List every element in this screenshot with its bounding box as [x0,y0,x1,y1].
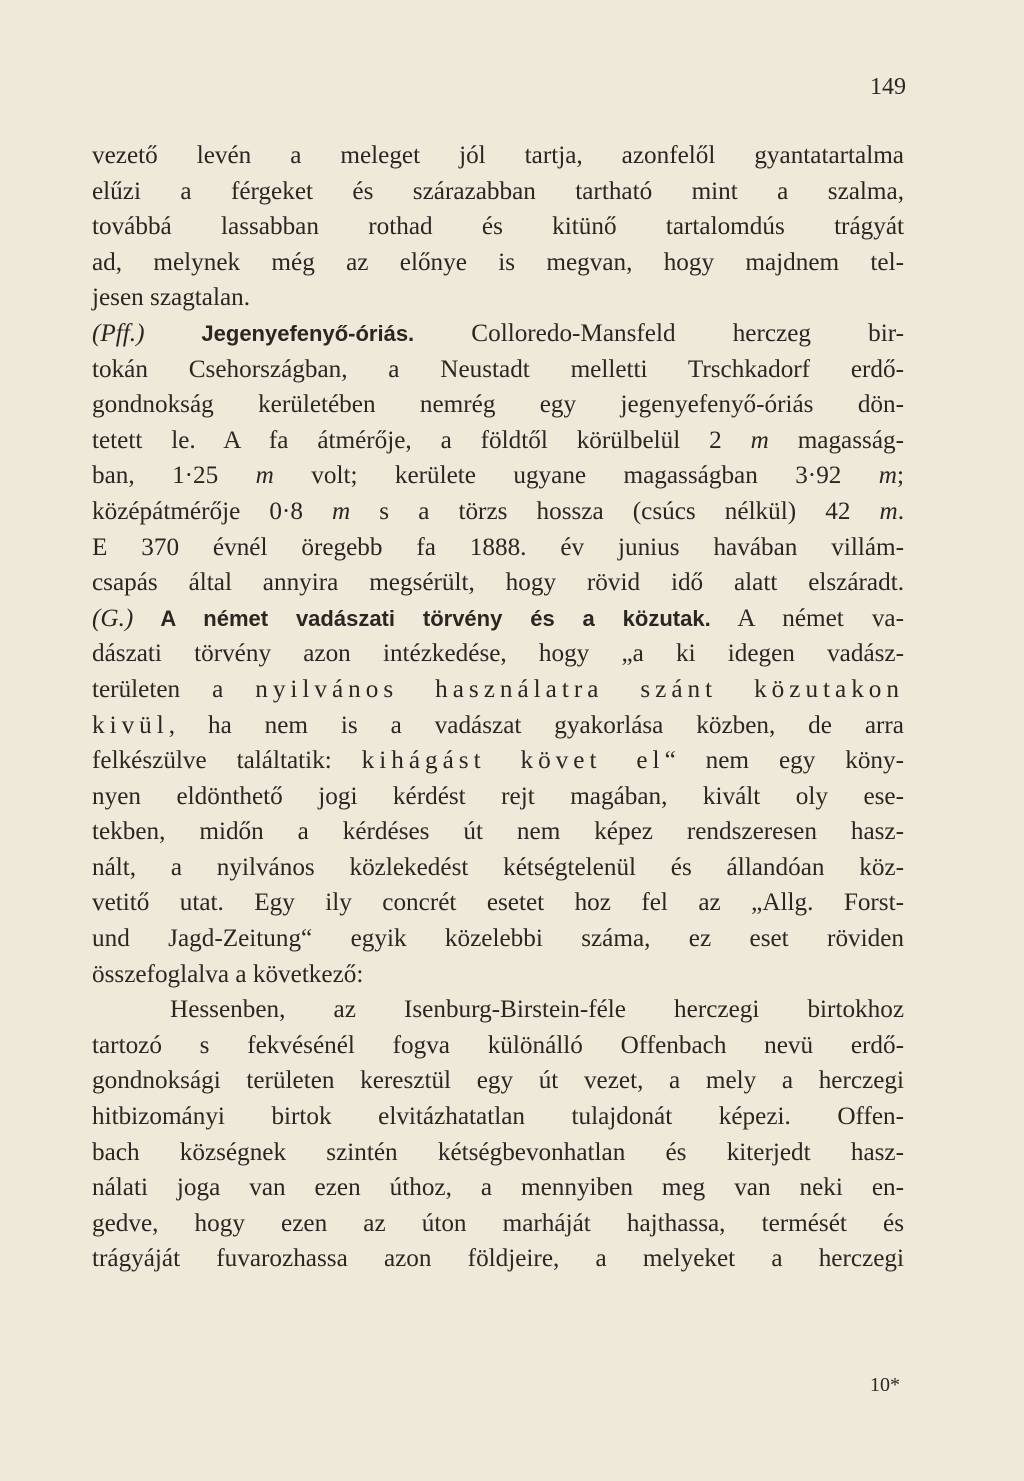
text-line: ad, melynek még az előnye is megvan, hogy majdnem tel- [92,248,904,276]
spaced-emphasis: nyilvános használatra szánt közutakon [255,675,904,703]
text-line: csapás által annyira megsérült, hogy rövid idő alatt elszáradt. [92,569,904,597]
text-line: gondnoksági területen keresztül egy út vezet, a mely a herczegi [92,1067,904,1095]
text-line: vetitő utat. Egy ily concrét esetet hoz fel az „Allg. Forst- [92,889,904,917]
text-line: und Jagd-Zeitung“ egyik közelebbi száma, ez eset röviden [92,925,904,953]
text-line: összefoglalva a következő: [92,960,364,988]
page-number: 149 [870,74,906,100]
section-heading: Jegenyefenyő-óriás. [144,320,415,346]
text-line: területen a nyilvános használatra szánt közutakon [92,675,904,703]
text-line: nyen eldönthető jogi kérdést rejt magában, kivált oly ese- [92,782,904,810]
text-line: felkészülve találtatik: kihágást követ el“ nem egy köny- [92,747,904,775]
text-line: vezető levén a meleget jól tartja, azonfelől gyantatartalma [92,142,904,169]
spaced-emphasis: kihágást követ el [361,747,665,775]
text-line: bach községnek szintén kétségbevonhatlan és kiterjedt hasz- [92,1138,904,1166]
text-line: nált, a nyilvános közlekedést kétségtelenül és állandóan köz- [92,853,904,881]
text-line: gedve, hogy ezen az úton marháját hajthassa, termését és [92,1209,904,1237]
text-line: kivül, ha nem is a vadászat gyakorlása közben, de arra [92,711,904,739]
text-line: hitbizományi birtok elvitázhatatlan tulajdonát képezi. Offen- [92,1103,904,1131]
section-heading: A német vadászati törvény és a közutak. [133,605,711,631]
text-line: jesen szagtalan. [92,284,251,312]
text-line: dászati törvény azon intézkedése, hogy „a ki idegen vadász- [92,640,904,668]
spaced-emphasis: kivül [92,711,169,739]
text-line: ban, 1·25 m volt; kerülete ugyane magasságban 3·92 m; [92,462,904,490]
text-line: elűzi a férgeket és szárazabban tartható mint a szalma, [92,177,904,205]
text-line: középátmérője 0·8 m s a törzs hossza (csúcs nélkül) 42 m. [92,497,904,525]
text-line: (G.) A német vadászati törvény és a közutak. A német va- [92,604,904,632]
text-line: gondnokság kerületében nemrég egy jegenyefenyő-óriás dön- [92,391,904,419]
text-line: trágyáját fuvarozhassa azon földjeire, a melyeket a herczegi [92,1245,904,1273]
text-line: nálati joga van ezen úthoz, a mennyiben meg van neki en- [92,1174,904,1202]
text-line: E 370 évnél öregebb fa 1888. év junius havában villám- [92,533,904,561]
text-line: tartozó s fekvésénél fogva különálló Offenbach nevü erdő- [92,1031,904,1059]
text-line: (Pff.) Jegenyefenyő-óriás. Colloredo-Mansfeld herczeg bir- [92,319,904,347]
text-line: Hessenben, az Isenburg-Birstein-féle herczegi birtokhoz [170,996,904,1024]
text-line: tekben, midőn a kérdéses út nem képez rendszeresen hasz- [92,818,904,846]
body-text [92,138,904,1277]
author-tag: (Pff.) [92,319,145,347]
author-tag: (G.) [92,604,134,632]
text-line: tetett le. A fa átmérője, a földtől körülbelül 2 m magasság- [92,426,905,454]
signature-mark: 10* [870,1374,900,1396]
text-line: továbbá lassabban rothad és kitünő tartalomdús trágyát [92,213,904,241]
text-line: tokán Csehországban, a Neustadt melletti Trschkadorf erdő- [92,355,904,383]
